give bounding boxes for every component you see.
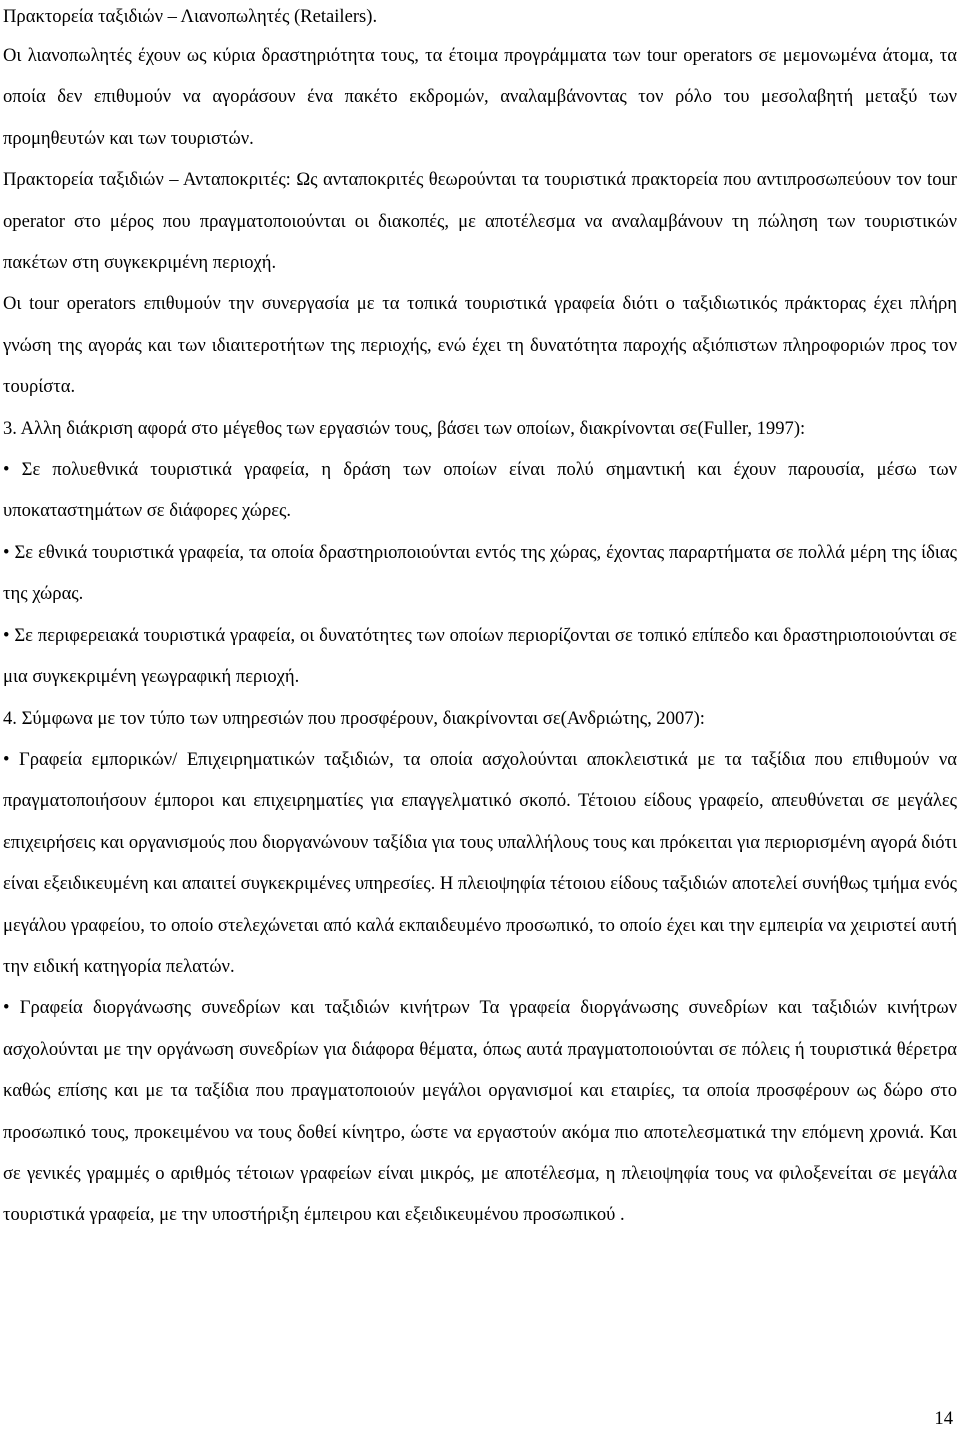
bullet-item: • Σε περιφερειακά τουριστικά γραφεία, οι δυνατότητες των οποίων περιορίζονται σε τοπικό επίπεδο και δραστηριοποιούνται σε μια συγκεκριμένη γεωγραφική περιοχή. — [3, 624, 957, 688]
bullet-item: • Σε εθνικά τουριστικά γραφεία, τα οποία δραστηριοποιούνται εντός της χώρας, έχοντας παραρτήματα σε πολλά μέρη της ίδιας της χώρας. — [3, 541, 957, 605]
bullet-item: • Σε πολυεθνικά τουριστικά γραφεία, η δράση των οποίων είναι πολύ σημαντική και έχουν παρουσία, μέσω των υποκαταστημάτων σε διάφορες χώρες. — [3, 459, 957, 522]
paragraph: Οι tour operators επιθυμούν την συνεργασία με τα τοπικά τουριστικά γραφεία διότι ο ταξιδιωτικός πράκτορας έχει πλήρη γνώση της αγοράς και των ιδιαιτεροτήτων της περιοχής, ενώ έχει τη δυνατότητα παροχής αξιόπιστων πληροφοριών προς τον τουρίστα. — [3, 293, 957, 398]
bullet-item: • Γραφεία διοργάνωσης συνεδρίων και ταξιδιών κινήτρων Τα γραφεία διοργάνωσης συνεδρίων και ταξιδιών κινήτρων ασχολούνται με την οργάνωση συνεδρίων για διάφορα θέματα, όπως αυτά πραγματοποιούνται σε πόλεις ή τουριστικά θέρετρα καθώς επίσης και με τα ταξίδια που πραγματοποιούν μεγάλοι οργανισμοί και εταιρίες, τα οποία προσφέρουν ως δώρο στο προσωπικό τους, προκειμένου να τους δοθεί κίνητρο, ώστε να εργαστούν ακόμα πιο αποτελεσματικά την επόμενη χρονιά. Και σε γενικές γραμμές ο αριθμός τέτοιων γραφείων είναι μικρός, με αποτέλεσμα, η πλειοψηφία τους να φιλοξενείται σε μεγάλα τουριστικά γραφεία, με την υποστήριξη έμπειρου και εξειδικευμένου προσωπικού . — [3, 997, 957, 1226]
paragraph-heading: Πρακτορεία ταξιδιών – Λιανοπωλητές (Retailers). — [3, 6, 378, 27]
bullet-item: • Γραφεία εμπορικών/ Επιχειρηματικών ταξιδιών, τα οποία ασχολούνται αποκλειστικά με τα ταξίδια που επιθυμούν να πραγματοποιήσουν έμποροι και επιχειρηματίες για επαγγελματικό σκοπό. Τέτοιου είδους γραφείο, απευθύνεται σε μεγάλες επιχειρήσεις και οργανισμούς που διοργανώνουν ταξίδια για τους υπαλλήλους τους και πρόκειται για περιορισμένη αγορά διότι είναι εξειδικευμένη και απαιτεί συγκεκριμένες υπηρεσίες. Η πλειοψηφία τέτοιου είδους ταξιδιών αποτελεί συνήθως τμήμα ενός μεγάλου γραφείου, το οποίο στελεχώνεται από καλά εκπαιδευμένο προσωπικό, το οποίο έχει και την εμπειρία να χειριστεί αυτή την ειδική κατηγορία πελατών. — [3, 748, 957, 977]
paragraph: 3. Αλλη διάκριση αφορά στο μέγεθος των εργασιών τους, βάσει των οποίων, διακρίνονται σε(Fuller, 1997): — [3, 417, 806, 439]
paragraph: Πρακτορεία ταξιδιών – Ανταποκριτές: Ως ανταποκριτές θεωρούνται τα τουριστικά πρακτορεία που αντιπροσωπεύουν τον tour operator στο μέρος που πραγματοποιούνται οι διακοπές, με αποτέλεσμα να αναλαμβάνουν τη πώληση των τουριστικών πακέτων στη συγκεκριμένη περιοχή. — [3, 169, 957, 274]
page-number: 14 — [934, 1408, 953, 1429]
paragraph: 4. Σύμφωνα με τον τύπο των υπηρεσιών που προσφέρουν, διακρίνονται σε(Ανδριώτης, 2007): — [3, 707, 705, 729]
paragraph: Οι λιανοπωλητές έχουν ως κύρια δραστηριότητα τους, τα έτοιμα προγράμματα των tour operators σε μεμονωμένα άτομα, τα οποία δεν επιθυμούν να αγοράσουν ένα πακέτο εκδρομών, αναλαμβάνοντας τον ρόλο του μεσολαβητή μεταξύ των προμηθευτών και των τουριστών. — [3, 45, 957, 149]
